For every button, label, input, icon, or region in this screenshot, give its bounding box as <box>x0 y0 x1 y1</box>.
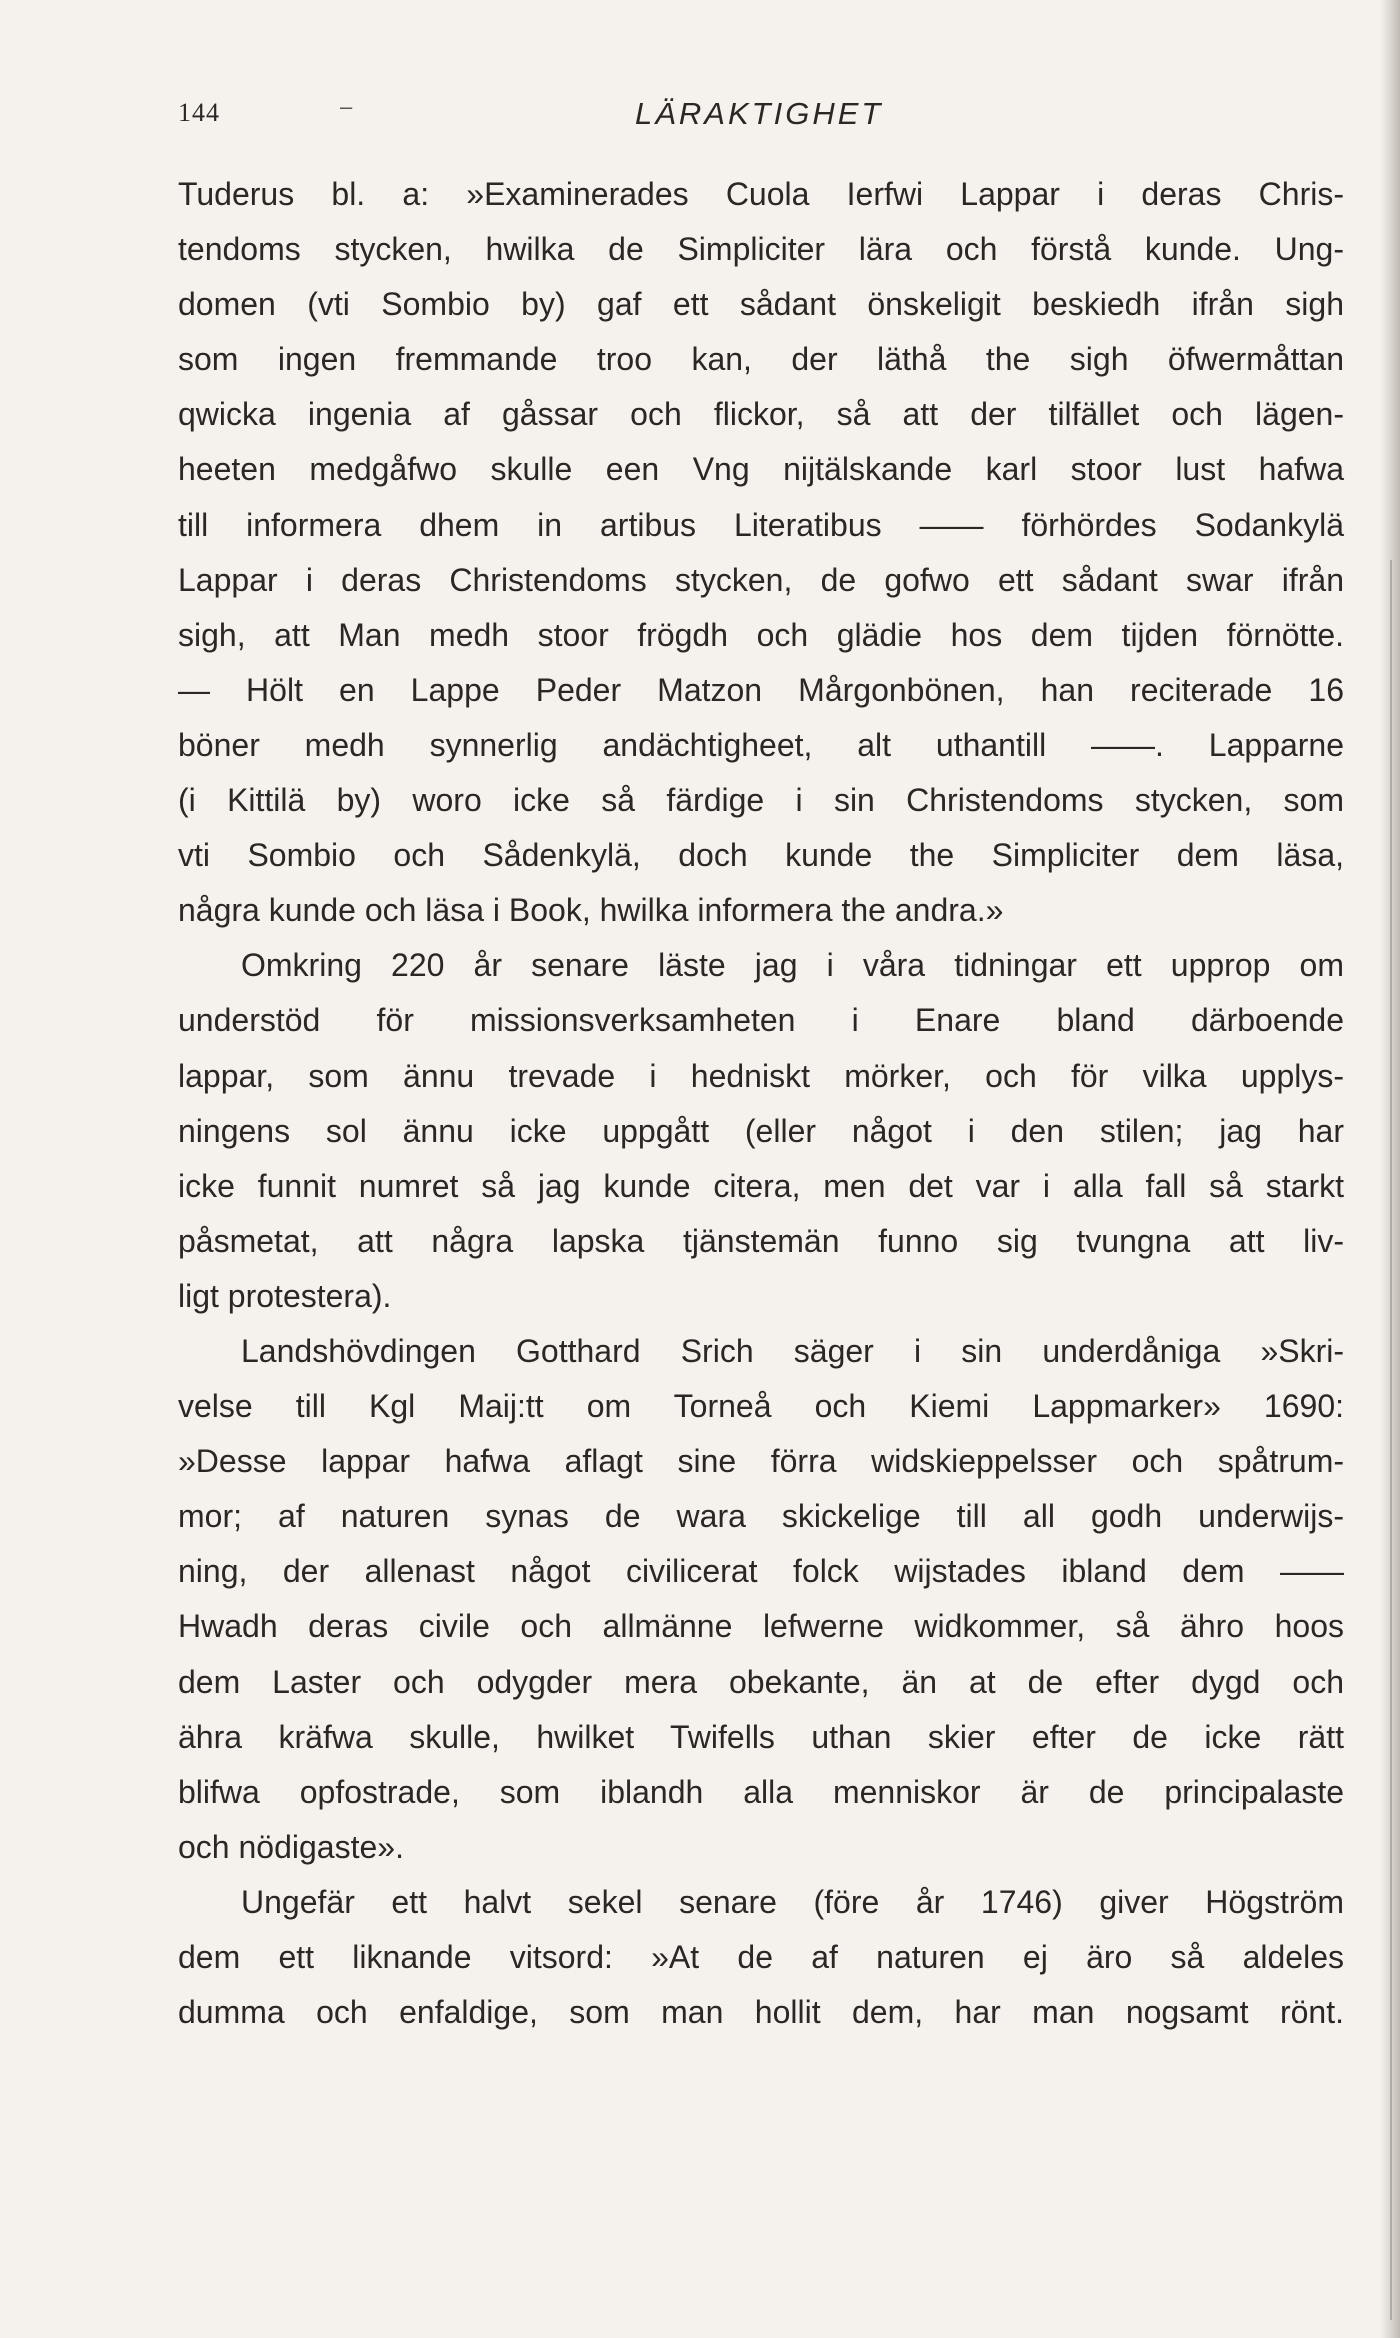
text-line: qwicka ingenia af gåssar och flickor, så att der tilfället och lägen- <box>178 396 1344 433</box>
text-line: vti Sombio och Sådenkylä, doch kunde the Simpliciter dem läsa, <box>178 837 1344 874</box>
text-line: heeten medgåfwo skulle een Vng nijtälskande karl stoor lust hafwa <box>178 451 1344 488</box>
text-line: Omkring 220 år senare läste jag i våra tidningar ett upprop om <box>241 947 1344 984</box>
text-line: några kunde och läsa i Book, hwilka informera the andra.» <box>178 892 1004 929</box>
text-line: »Desse lappar hafwa aflagt sine förra widskieppelsser och spåtrum- <box>178 1443 1344 1480</box>
text-line: Hwadh deras civile och allmänne lefwerne widkommer, så ährо hoos <box>178 1608 1344 1645</box>
text-line: ligt protestera). <box>178 1277 392 1314</box>
text-line: lappar, som ännu trevade i hedniskt mörker, och för vilka upplys- <box>178 1057 1344 1094</box>
text-line: ähra kräfwa skulle, hwilket Twifells uthan skier efter de icke rätt <box>178 1718 1344 1755</box>
text-line: böner medh synnerlig andächtigheet, alt uthantill ——. Lapparne <box>178 726 1344 763</box>
text-line: dem ett liknande vitsord: »At de af naturen ej äro så aldeles <box>178 1939 1344 1975</box>
text-line: tendoms stycken, hwilka de Simpliciter lära och förstå kunde. Ung- <box>178 231 1344 268</box>
text-line: Tuderus bl. a: »Examinerades Cuola Ierfwi Lappar i deras Chris- <box>178 176 1344 212</box>
running-head: LÄRAKTIGHET <box>635 96 884 131</box>
text-line: sigh, att Man medh stoor frögdh och glädie hos dem tijden förnötte. <box>178 616 1344 653</box>
text-line: understöd för missionsverksamheten i Enare bland därboende <box>178 1002 1344 1039</box>
text-line: dumma och enfaldige, som man hollit dem, har man nogsamt rönt. <box>178 1994 1344 2031</box>
text-line: blifwa opfostrade, som iblandh alla menniskor är de principalaste <box>178 1773 1344 1810</box>
text-line: till informera dhem in artibus Literatibus —— förhördes Sodankylä <box>178 506 1344 543</box>
text-line: Ungefär ett halvt sekel senare (före år 1746) giver Högström <box>241 1883 1344 1920</box>
text-line: ningens sol ännu icke uppgått (eller något i den stilen; jag har <box>178 1112 1344 1149</box>
text-line: domen (vti Sombio by) gaf ett sådant önskeligit beskiedh ifrån sigh <box>178 286 1344 323</box>
text-line: icke funnit numret så jag kunde citera, men det var i alla fall så starkt <box>178 1167 1344 1204</box>
text-line: och nödigaste». <box>178 1828 404 1865</box>
text-line: dem Laster och odygder mera obekante, än at de efter dygd och <box>178 1663 1344 1700</box>
header-mark: – <box>340 94 353 119</box>
text-line: mor; af naturen synas de wara skickelige till all godh underwijs- <box>178 1498 1344 1535</box>
text-line: ning, der allenast något civilicerat folck wijstades ibland dem —— <box>178 1553 1344 1590</box>
text-line: Lappar i deras Christendoms stycken, de gofwo ett sådant swar ifrån <box>178 561 1344 598</box>
page-header <box>178 94 1348 138</box>
page-number: 144 <box>178 98 220 127</box>
text-line: Landshövdingen Gotthard Srich säger i sin underdåniga »Skri- <box>241 1332 1344 1369</box>
text-line: (i Kittilä by) woro icke så färdige i sin Christendoms stycken, som <box>178 782 1344 819</box>
text-line: påsmetat, att några lapska tjänstemän funno sig tvungna att liv- <box>178 1222 1344 1259</box>
page-edge-line <box>1390 560 1392 2320</box>
text-line: som ingen fremmande troo kan, der läthå the sigh öfwermåttan <box>178 341 1344 378</box>
text-line: — Hölt en Lappe Peder Matzon Mårgonbönen, han reciterade 16 <box>178 671 1344 708</box>
body-text <box>178 167 1344 2040</box>
text-line: velse till Kgl Maij:tt om Torneå och Kiemi Lappmarker» 1690: <box>178 1388 1344 1425</box>
